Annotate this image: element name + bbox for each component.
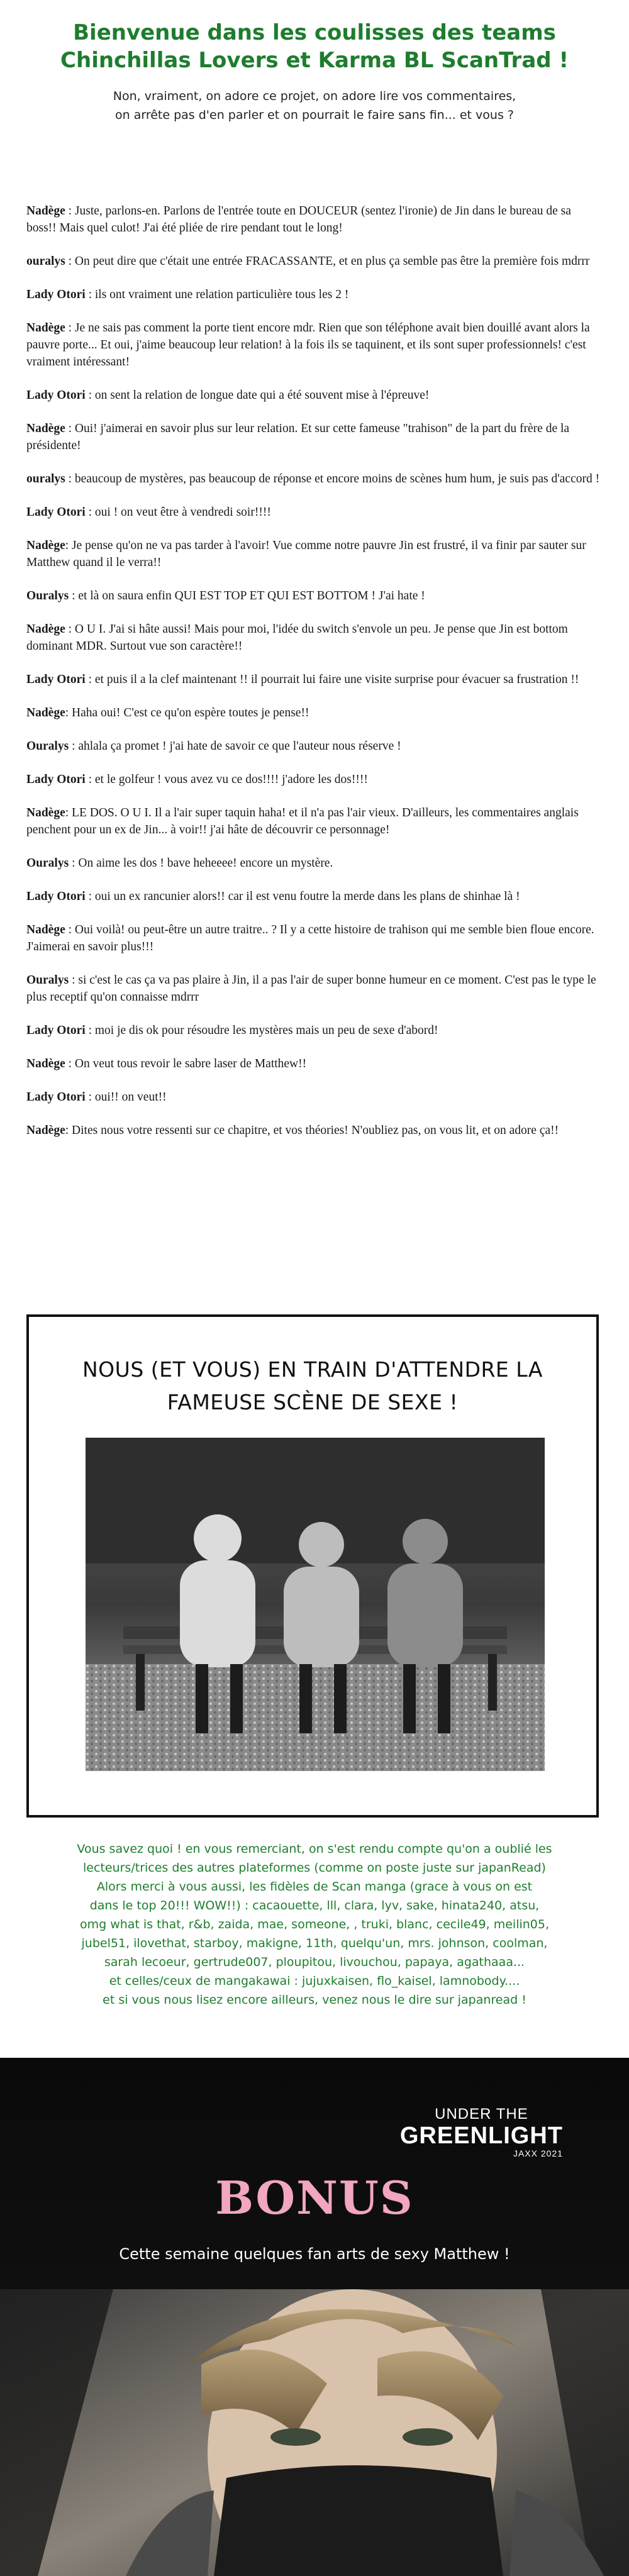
thanks-line: lecteurs/trices des autres plateformes (comme on poste juste sur japanRead) (83, 1861, 546, 1875)
thanks-line: jubel51, ilovethat, starboy, makigne, 11th, quelqu'un, mrs. johnson, coolman, (81, 1936, 548, 1950)
chat-speaker: Ouralys (26, 974, 69, 987)
chat-line (26, 253, 603, 270)
chat-speaker: Nadège (26, 422, 65, 435)
chat-speaker: Lady Otori (26, 1091, 86, 1104)
page-title-line-1: Bienvenue dans les coulisses des teams (73, 20, 556, 45)
thanks-line: dans le top 20!!! WOW!!) : cacaouette, lll, clara, lyv, sake, hinata240, atsu, (89, 1899, 540, 1913)
chat-speaker: Nadège (26, 204, 65, 218)
fan-art-image (0, 2289, 629, 2576)
chat-line (26, 804, 603, 838)
chat-speaker: Nadège (26, 706, 65, 719)
chat-line (26, 1022, 603, 1039)
bonus-subtitle: Cette semaine quelques fan arts de sexy Matthew ! (119, 2245, 510, 2263)
chat-speaker: Nadège (26, 1124, 65, 1137)
chat-line (26, 621, 603, 655)
chat-speaker: Nadège (26, 806, 65, 819)
chat-line (26, 387, 603, 404)
chat-line (26, 420, 603, 454)
chat-speaker: Lady Otori (26, 1024, 86, 1037)
chat-line (26, 704, 603, 721)
chat-line (26, 855, 603, 872)
chat-speaker: Nadège (26, 1057, 65, 1070)
thanks-line: sarah lecoeur, gertrude007, ploupitou, livouchou, papaya, agathaaa... (104, 1955, 525, 1969)
chat-text: : On veut tous revoir le sabre laser de Matthew!! (65, 1057, 307, 1070)
thanks-line: Alors merci à vous aussi, les fidèles de Scan manga (grace à vous on est (96, 1880, 533, 1894)
thanks-message (25, 1840, 604, 2009)
chat-text: : Je ne sais pas comment la porte tient encore mdr. Rien que son téléphone avait bien douillé avant alors la pauvre porte... Et oui, j'aime beaucoup leur relation! à la fois ils se taquinent, et ils sont super professionnels! c'est vraiment intéressant! (26, 321, 590, 369)
subtitle-line-2: on arrête pas d'en parler et on pourrait le faire sans fin... et vous ? (115, 108, 514, 122)
chat-text: : oui ! on veut être à vendredi soir!!!! (85, 506, 271, 519)
chat-speaker: Nadège (26, 623, 65, 636)
chat-speaker: ouralys (26, 255, 65, 268)
chat-text: : Dites nous votre ressenti sur ce chapitre, et vos théories! N'oubliez pas, on vous lit, et on adore ça!! (65, 1124, 559, 1137)
chat-transcript (26, 203, 603, 1155)
meme-caption: NOUS (ET VOUS) EN TRAIN D'ATTENDRE LA FAMEUSE SCÈNE DE SEXE ! (82, 1357, 543, 1414)
chat-line (26, 888, 603, 905)
chat-speaker: Lady Otori (26, 506, 86, 519)
chat-speaker: Lady Otori (26, 890, 86, 903)
chat-text: : Oui voilà! ou peut-être un autre traitre.. ? Il y a cette histoire de trahison qui me semble bien floue encore. J'aimerai en savoir plus!!! (26, 923, 594, 953)
thanks-line: et si vous nous lisez encore ailleurs, venez nous le dire sur japanread ! (103, 1993, 526, 2007)
chat-line (26, 587, 603, 604)
chat-text: : et là on saura enfin QUI EST TOP ET QUI EST BOTTOM ! J'ai hate ! (69, 589, 425, 602)
chat-text: : et le golfeur ! vous avez vu ce dos!!!! j'adore les dos!!!! (85, 773, 368, 786)
chat-text: : et puis il a la clef maintenant !! il pourrait lui faire une visite surprise pour évacuer sa frustration !! (85, 673, 579, 686)
chat-text: : oui un ex rancunier alors!! car il est venu foutre la merde dans les plans de shinhae là ! (85, 890, 520, 903)
chat-line (26, 1055, 603, 1072)
chat-line (26, 1089, 603, 1106)
thanks-line: omg what is that, r&b, zaida, mae, someone, , truki, blanc, cecile49, meilin05, (79, 1918, 550, 1931)
series-logo: UNDER THE GREENLIGHT JAXX 2021 (399, 2106, 563, 2158)
chat-speaker: Ouralys (26, 740, 69, 753)
chat-text: : Oui! j'aimerai en savoir plus sur leur relation. Et sur cette fameuse "trahison" de la part du frère de la présidente! (26, 422, 570, 452)
thanks-line: Vous savez quoi ! en vous remerciant, on s'est rendu compte qu'on a oublié les (77, 1842, 552, 1856)
chat-text: : Haha oui! C'est ce qu'on espère toutes je pense!! (65, 706, 309, 719)
chat-speaker: Lady Otori (26, 673, 86, 686)
meme-photo (86, 1438, 545, 1771)
chat-text: : on sent la relation de longue date qui a été souvent mise à l'épreuve! (85, 389, 430, 402)
chat-speaker: Ouralys (26, 589, 69, 602)
chat-text: : ils ont vraiment une relation particulière tous les 2 ! (85, 288, 349, 301)
chat-text: : O U I. J'ai si hâte aussi! Mais pour moi, l'idée du switch s'envole un peu. Je pense que Jin est bottom dominant MDR. Surtout vue son caractère!! (26, 623, 568, 653)
bonus-title: BONUS (215, 2171, 414, 2224)
chat-line (26, 537, 603, 571)
chat-text: : LE DOS. O U I. Il a l'air super taquin haha! et il n'a pas l'air vieux. D'ailleurs, les commentaires anglais penchent pour un ex de Jin... à voir!! j'ai hâte de découvrir ce personnage! (26, 806, 579, 836)
chat-text: : ahlala ça promet ! j'ai hate de savoir ce que l'auteur nous réserve ! (69, 740, 401, 753)
chat-speaker: Lady Otori (26, 773, 86, 786)
header (0, 19, 629, 125)
chat-speaker: Nadège (26, 321, 65, 335)
chat-speaker: ouralys (26, 472, 65, 486)
chat-line (26, 1122, 603, 1139)
chat-line (26, 319, 603, 370)
chat-speaker: Nadège (26, 539, 65, 552)
page-title-line-2: Chinchillas Lovers et Karma BL ScanTrad ! (60, 48, 569, 73)
chat-text: : beaucoup de mystères, pas beaucoup de réponse et encore moins de scènes hum hum, je suis pas d'accord ! (65, 472, 600, 486)
chat-text: : moi je dis ok pour résoudre les mystères mais un peu de sexe d'abord! (85, 1024, 438, 1037)
chat-line (26, 738, 603, 755)
chat-line (26, 972, 603, 1006)
chat-line (26, 470, 603, 487)
chat-text: : si c'est le cas ça va pas plaire à Jin, il a pas l'air de super bonne humeur en ce moment. C'est pas le type le plus receptif qu'on connaisse mdrrr (26, 974, 596, 1004)
subtitle-line-1: Non, vraiment, on adore ce projet, on adore lire vos commentaires, on arrête pas d'en parler et on pourrait le faire sans fin... et vous ? (113, 89, 516, 122)
chat-line (26, 504, 603, 521)
chat-text: : Juste, parlons-en. Parlons de l'entrée toute en DOUCEUR (sentez l'ironie) de Jin dans le bureau de sa boss!! Mais quel culot! J'ai été pliée de rire pendant tout le long! (26, 204, 571, 235)
chat-text: : oui!! on veut!! (85, 1091, 167, 1104)
chat-text: : Je pense qu'on ne va pas tarder à l'avoir! Vue comme notre pauvre Jin est frustré, il va finir par sauter sur Matthew quand il le verra!! (26, 539, 586, 569)
chat-speaker: Nadège (26, 923, 65, 936)
thanks-line: et celles/ceux de mangakawai : jujuxkaisen, flo_kaisel, lamnobody.... (109, 1974, 520, 1988)
chat-line (26, 771, 603, 788)
chat-line (26, 286, 603, 303)
chat-speaker: Lady Otori (26, 389, 86, 402)
meme-frame (26, 1314, 599, 1818)
chat-speaker: Lady Otori (26, 288, 86, 301)
chat-speaker: Ouralys (26, 857, 69, 870)
chat-text: : On peut dire que c'était une entrée FRACASSANTE, et en plus ça semble pas être la première fois mdrrr (65, 255, 590, 268)
chat-line (26, 921, 603, 955)
chat-line (26, 203, 603, 236)
chat-text: : On aime les dos ! bave heheeee! encore un mystère. (69, 857, 333, 870)
chat-line (26, 671, 603, 688)
